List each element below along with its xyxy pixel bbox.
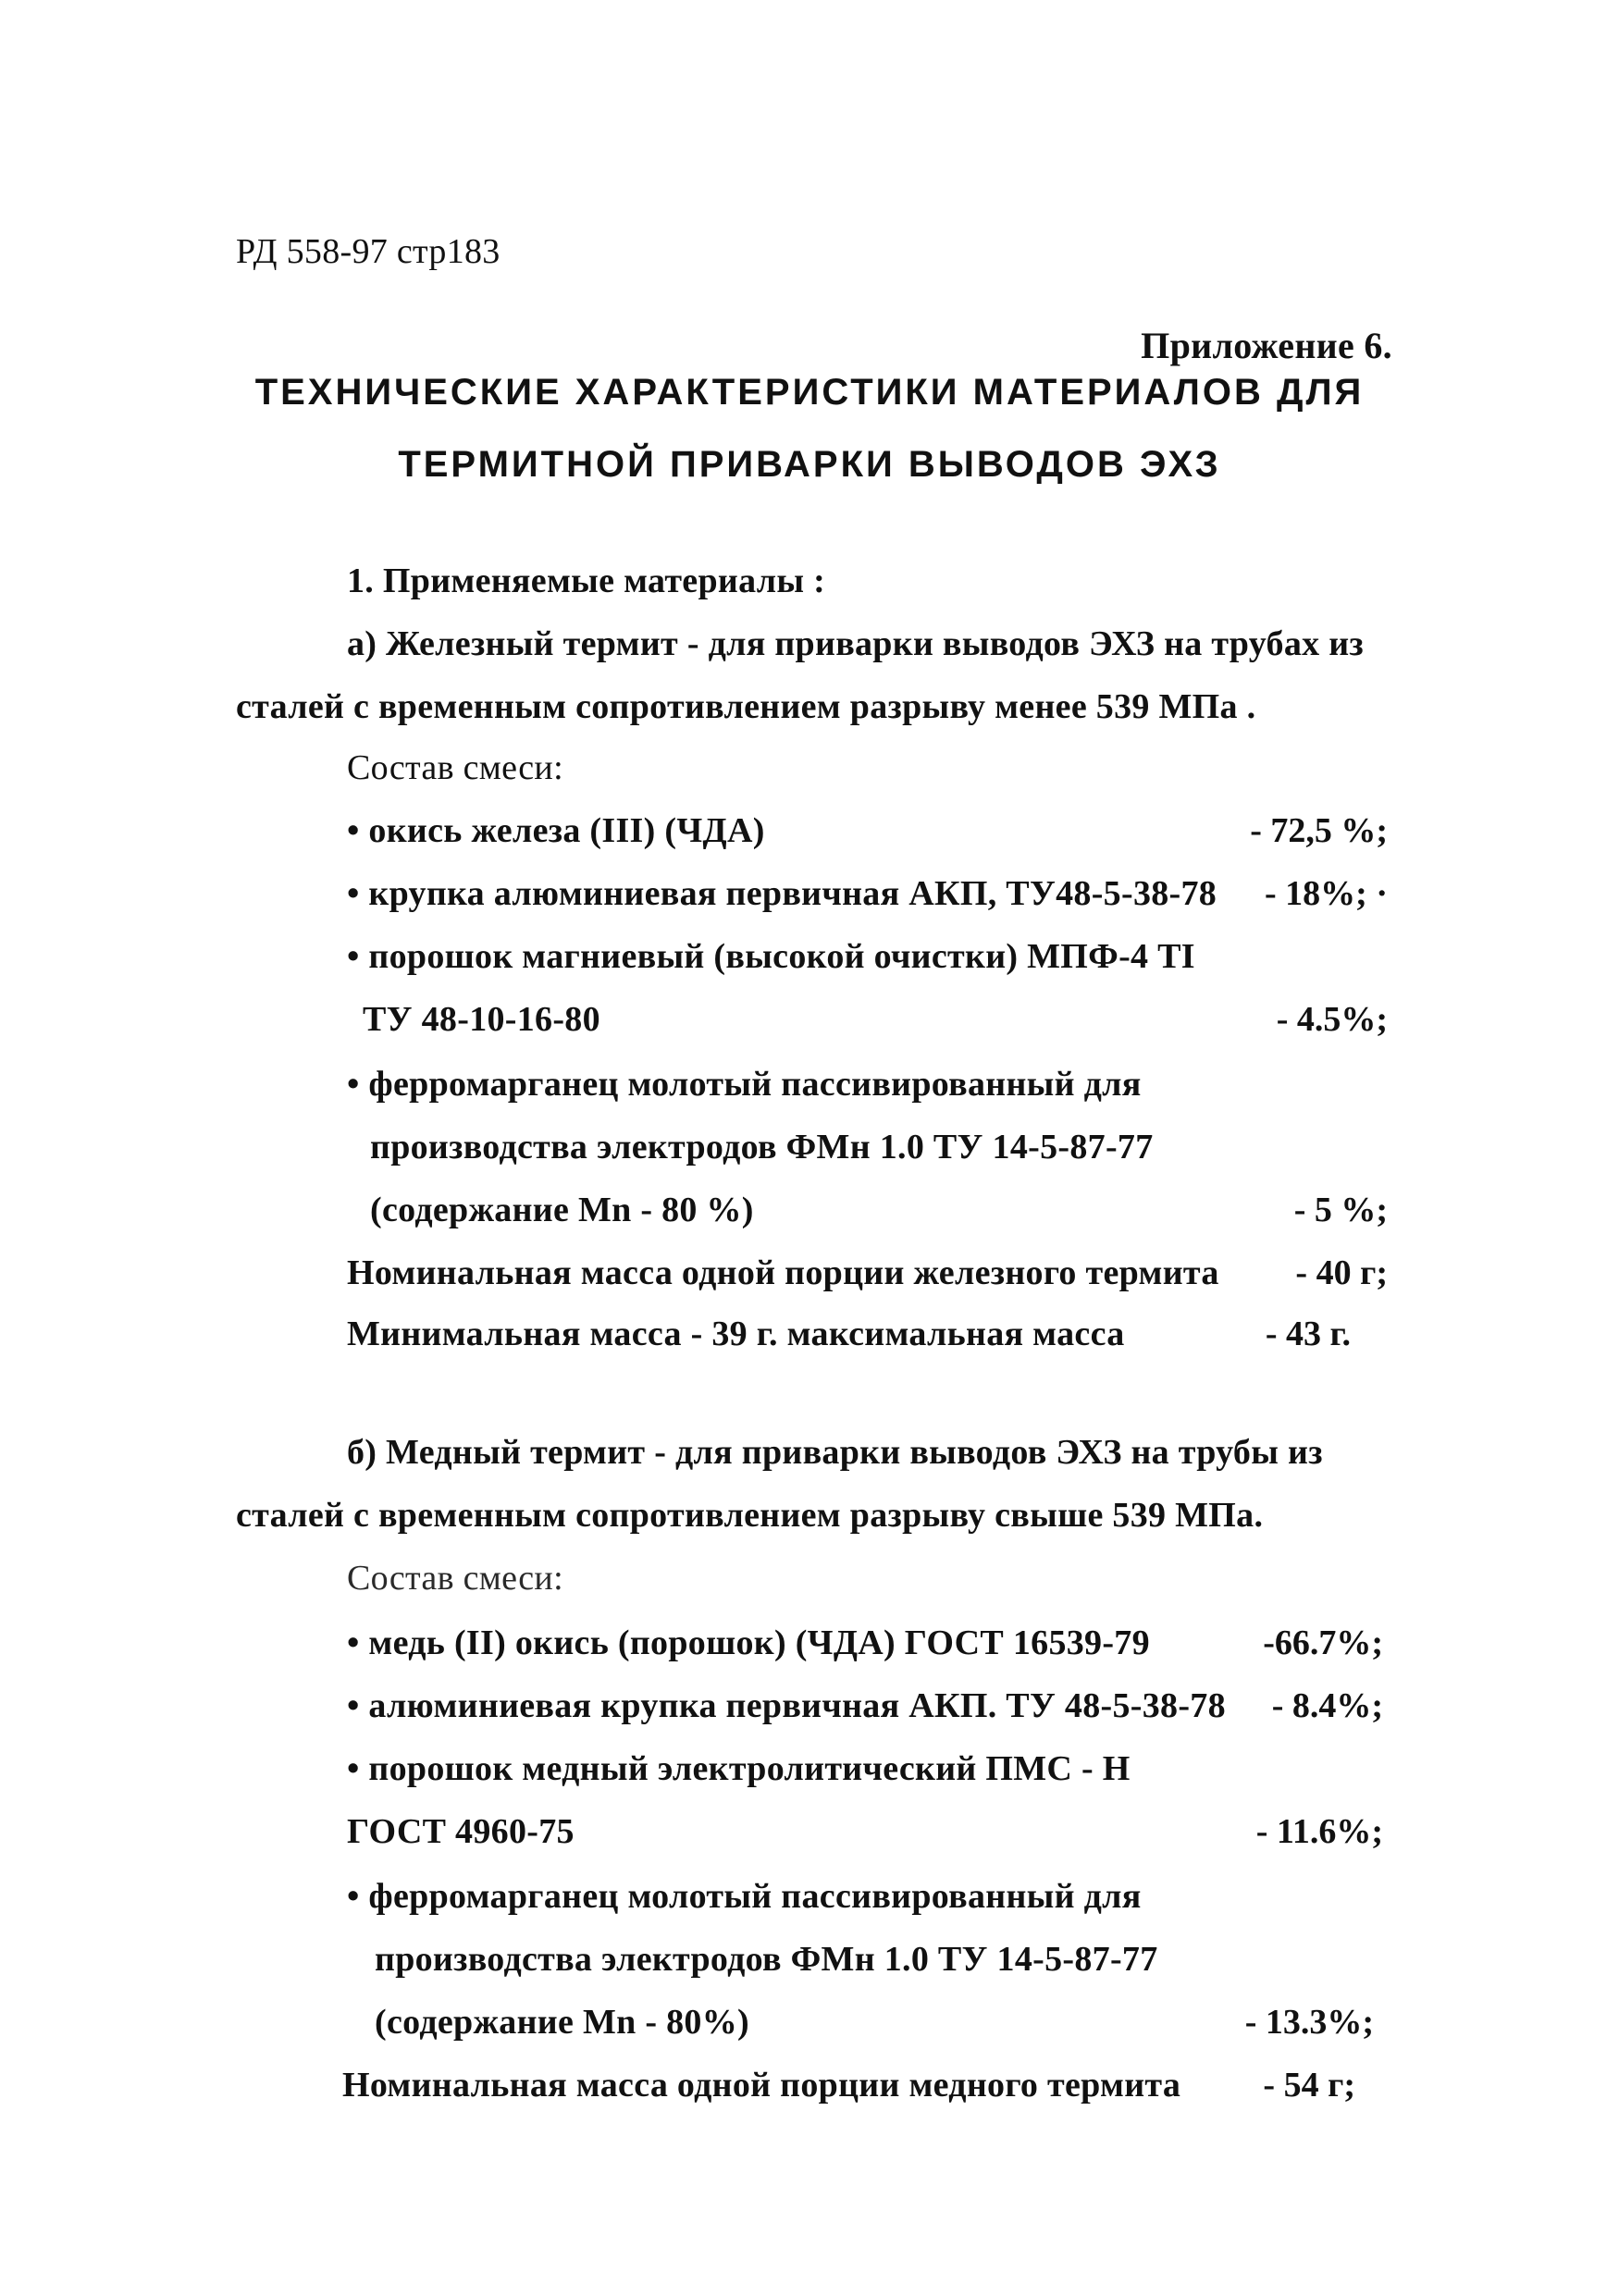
copper-item-ferromanganese-content: (содержание Мn - 80%) [375,2003,749,2042]
copper-thermite-intro-line-1: б) Медный термит - для приварки выводов ЭХЗ на трубы из [347,1433,1323,1472]
appendix-label: Приложение 6. [1141,325,1392,366]
iron-item-magnesium-powder-value: - 4.5%; [1276,1000,1388,1039]
copper-item-aluminium-grit-value: - 8.4%; [1271,1686,1383,1725]
page-title-line-2: ТЕРМИТНОЙ ПРИВАРКИ ВЫВОДОВ ЭХЗ [398,444,1221,485]
copper-item-copper-powder-spec: ГОСТ 4960-75 [347,1812,575,1851]
copper-thermite-intro-line-2: сталей с временным сопротивлением разрыву свыше 539 МПа. [236,1496,1264,1535]
iron-item-ferromanganese-content: (содержание Мn - 80 %) [370,1191,754,1229]
section-heading: 1. Применяемые материалы : [347,562,826,600]
copper-item-ferromanganese-spec: производства электродов ФМн 1.0 ТУ 14-5-87-77 [375,1940,1158,1979]
copper-item-ferromanganese: • ферромарганец молотый пассивированный для [347,1877,1142,1916]
iron-item-ferromanganese-spec: производства электродов ФМн 1.0 ТУ 14-5-87-77 [370,1128,1154,1167]
iron-max-mass-value: - 43 г. [1265,1315,1351,1353]
copper-nominal-mass-value: - 54 г; [1263,2066,1355,2105]
page-title-line-1: ТЕХНИЧЕСКИЕ ХАРАКТЕРИСТИКИ МАТЕРИАЛОВ ДЛЯ [254,372,1365,413]
iron-item-ferromanganese-value: - 5 %; [1293,1191,1388,1229]
copper-item-copper-oxide-value: -66.7%; [1263,1623,1383,1662]
document-reference: РД 558-97 стр183 [236,232,501,271]
iron-nominal-mass: Номинальная масса одной порции железного термита [347,1253,1219,1292]
copper-item-copper-powder: • порошок медный электролитический ПМС - Н [347,1749,1131,1788]
iron-thermite-intro-line-1: а) Железный термит - для приварки выводов ЭХЗ на трубах из [347,624,1365,663]
copper-item-copper-powder-value: - 11.6%; [1255,1812,1383,1851]
copper-item-copper-oxide: • медь (II) окись (порошок) (ЧДА) ГОСТ 16539-79 [347,1623,1150,1662]
iron-item-aluminium-grit: • крупка алюминиевая первичная АКП, ТУ48-5-38-78 [347,874,1217,913]
iron-item-aluminium-grit-value: - 18%; · [1265,874,1388,913]
iron-item-iron-oxide: • окись железа (III) (ЧДА) [347,811,765,850]
iron-thermite-intro-line-2: сталей с временным сопротивлением разрыву менее 539 МПа . [236,687,1256,726]
iron-min-max-mass: Минимальная масса - 39 г. максимальная масса [347,1315,1125,1353]
iron-nominal-mass-value: - 40 г; [1295,1253,1388,1292]
iron-item-magnesium-powder: • порошок магниевый (высокой очистки) МПФ-4 ТІ [347,937,1195,976]
copper-item-aluminium-grit: • алюминиевая крупка первичная АКП. ТУ 48-5-38-78 [347,1686,1226,1725]
iron-composition-label: Состав смеси: [347,748,563,787]
copper-composition-label: Состав смеси: [347,1559,563,1598]
copper-item-ferromanganese-value: - 13.3%; [1244,2003,1374,2042]
iron-item-magnesium-powder-spec: ТУ 48-10-16-80 [363,1000,600,1039]
iron-item-ferromanganese: • ферромарганец молотый пассивированный для [347,1065,1142,1104]
iron-item-iron-oxide-value: - 72,5 %; [1250,811,1388,850]
copper-nominal-mass: Номинальная масса одной порции медного термита [342,2066,1181,2105]
